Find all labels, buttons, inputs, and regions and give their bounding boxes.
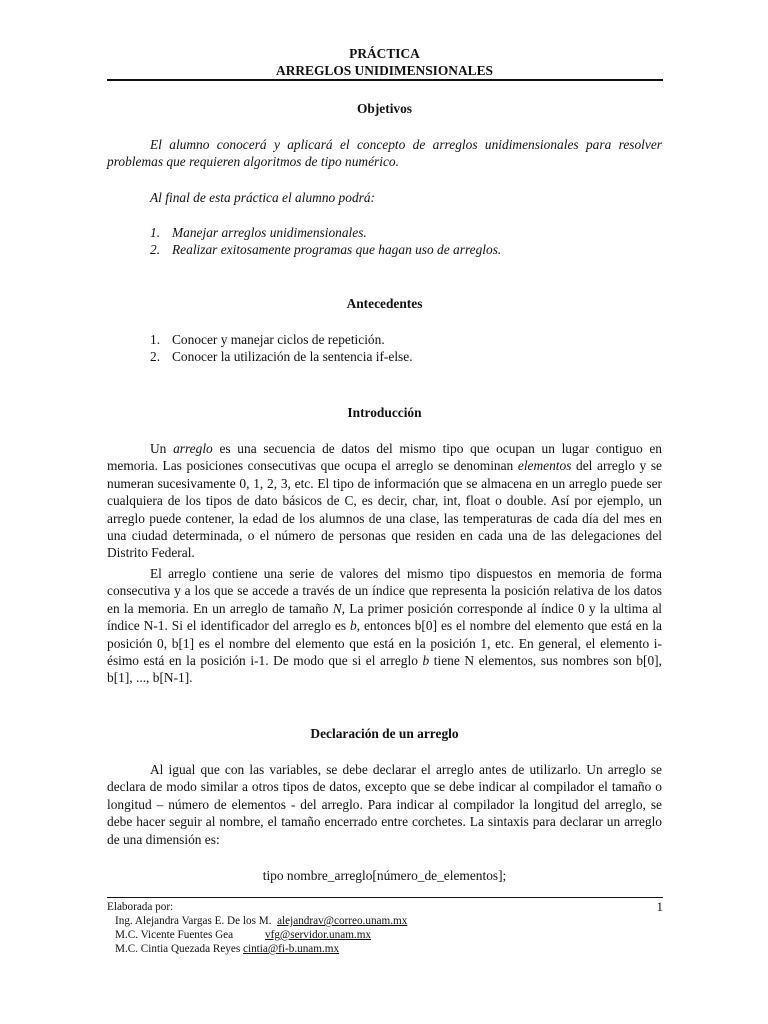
footer-author — [107, 928, 663, 942]
doc-title-1: PRÁCTICA — [349, 46, 420, 61]
heading-objetivos: Objetivos — [356, 101, 413, 116]
term-n: N, — [332, 600, 345, 616]
text-run: tiene N elementos, sus nombres son b[0], b[1], ..., b[N-1]. — [107, 653, 662, 686]
term-arreglo: arreglo — [173, 441, 213, 456]
term-elementos: elementos — [517, 458, 572, 474]
term-b: b — [422, 653, 430, 669]
introduccion-paragraph-2 — [107, 565, 662, 687]
list-number: 1. — [150, 332, 161, 347]
list-number: 2. — [150, 349, 161, 365]
list-text: Conocer la utilización de la sentencia if-else. — [172, 349, 413, 365]
list-number: 1. — [150, 225, 161, 240]
list-text: Conocer y manejar ciclos de repetición. — [172, 332, 385, 347]
text-run: La primer posición corresponde al índice 0 y la ultima al índice N-1. Si el identificador del arreglo es — [107, 600, 662, 634]
term-b: b — [349, 618, 357, 634]
text-run: del arreglo y se numeran sucesivamente 0, 1, 2, 3, etc. El tipo de información que se almacena en un arreglo puede ser cualquiera de los tipos de dato básicos de C, es decir, char, int, float o double. Así por ejemplo, un arreglo puede contener, la edad de los alumnos de una clase, las temperaturas de cada día del mes en una ciudad determinada, o el número de personas que residen en cada una de las delegaciones del Distrito Federal. — [107, 458, 662, 561]
list-number: 2. — [150, 242, 161, 258]
heading-antecedentes: Antecedentes — [346, 296, 423, 311]
list-text: Manejar arreglos unidimensionales. — [172, 225, 367, 240]
list-item — [107, 241, 662, 258]
list-item — [107, 348, 662, 365]
list-item — [107, 331, 662, 348]
doc-title-2: ARREGLOS UNIDIMENSIONALES — [276, 63, 493, 78]
footer-author — [107, 942, 663, 956]
objetivos-intro: Al final de esta práctica el alumno podrá: — [150, 190, 376, 205]
text-run: El arreglo contiene una serie de valores del mismo tipo dispuestos en memoria de forma consecutiva y a los que se accede a través de un índice que representa la posición relativa de los datos en la memoria. En un arreglo de tamaño — [107, 566, 662, 616]
footer-rule — [107, 897, 663, 898]
declaracion-paragraph: Al igual que con las variables, se debe declarar el arreglo antes de utilizarlo. Un arreglo se declara de modo similar a otros tipos de datos, excepto que se debe indicar al compilador el tamaño o longitud – número de elementos - del arreglo. Para indicar al compilador la longitud del arreglo, se debe hacer seguir al nombre, el tamaño encerrado entre corchetes. La sintaxis para declarar un arreglo de una dimensión es: — [107, 762, 662, 847]
footer-author — [107, 914, 663, 928]
objetivos-list — [107, 224, 662, 259]
author-name: Ing. Alejandra Vargas E. De los M. — [115, 915, 272, 927]
author-name: M.C. Cintia Quezada Reyes — [115, 943, 241, 955]
antecedentes-list — [107, 331, 662, 366]
list-item — [107, 224, 662, 241]
introduccion-paragraph-1 — [107, 440, 662, 562]
footer-label: Elaborada por: — [107, 901, 174, 913]
page-number: 1 — [656, 899, 663, 914]
author-email-link[interactable]: vfg@servidor.unam.mx — [265, 929, 372, 941]
text-run: Un — [150, 441, 174, 456]
author-email-link[interactable]: cintia@fi-b.unam.mx — [243, 943, 340, 955]
list-text: Realizar exitosamente programas que hagan uso de arreglos. — [172, 242, 502, 258]
author-name: M.C. Vicente Fuentes Gea — [115, 929, 234, 941]
text-run: , entonces b[0] es el nombre del elemento que está en la posición 0, b[1] es el nombre del elemento que está en la posición 1, etc. En general, el elemento i-ésimo está en la posición i-1. De modo que si el arreglo — [107, 618, 662, 669]
text-run: es una secuencia de datos del mismo tipo que ocupan un lugar contiguo en memoria. Las posiciones consecutivas que ocupa el arreglo se denominan — [107, 441, 662, 474]
heading-declaracion: Declaración de un arreglo — [310, 726, 459, 741]
objetivos-paragraph: El alumno conocerá y aplicará el concepto de arreglos unidimensionales para resolver problemas que requieren algoritmos de tipo numérico. — [107, 137, 662, 170]
declaracion-syntax: tipo nombre_arreglo[número_de_elementos]; — [262, 868, 507, 883]
footer — [107, 900, 663, 956]
author-email-link[interactable]: alejandrav@correo.unam.mx — [277, 915, 408, 927]
heading-introduccion: Introducción — [347, 405, 422, 420]
